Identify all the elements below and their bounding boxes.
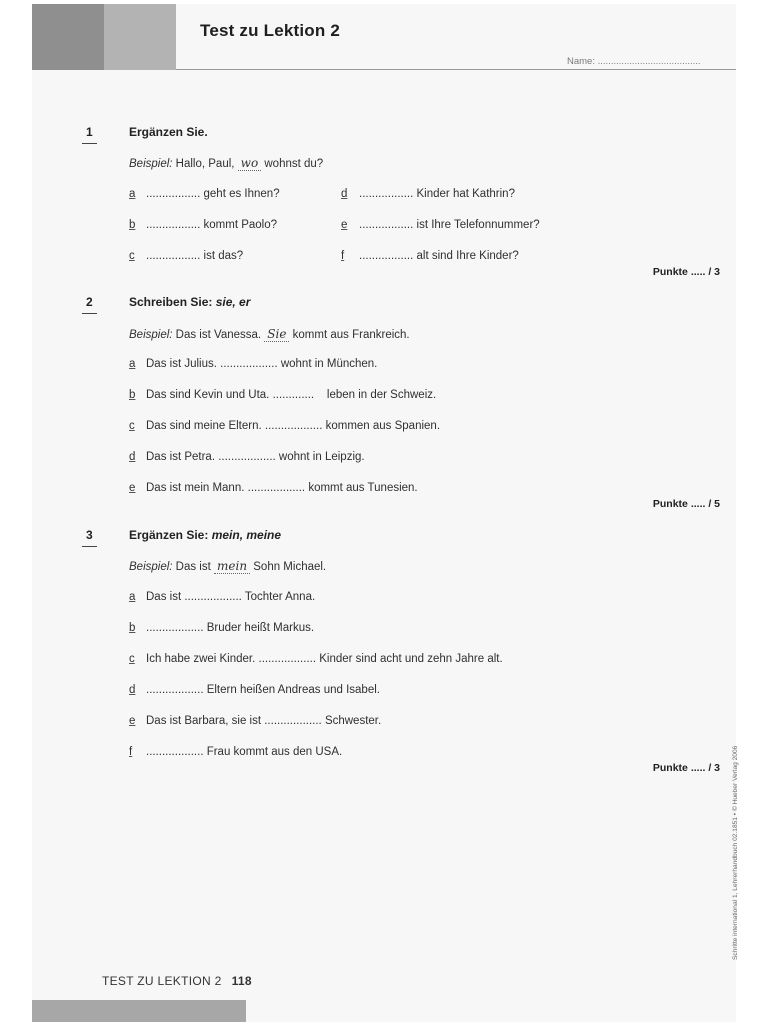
section-title: Ergänzen Sie. <box>129 125 208 139</box>
section-number: 1 <box>86 125 93 139</box>
item-letter: e <box>129 482 136 494</box>
example-text-after: wohnst du? <box>261 158 324 170</box>
item-letter: b <box>129 219 136 231</box>
item-text: Das ist Julius. .................. wohnt in München. <box>146 358 378 370</box>
item-text: .................. Eltern heißen Andreas und Isabel. <box>146 684 380 696</box>
item-letter: a <box>129 358 136 370</box>
item-letter: e <box>129 715 136 727</box>
item-letter: f <box>341 250 345 262</box>
section-title-text: Schreiben Sie: <box>129 295 216 309</box>
example-text-after: kommt aus Frankreich. <box>289 329 410 341</box>
item-letter: e <box>341 219 348 231</box>
item-letter: a <box>129 188 136 200</box>
page-title: Test zu Lektion 2 <box>200 21 341 40</box>
name-field-label: Name: ....................................... <box>567 56 701 67</box>
page-footer <box>102 974 252 988</box>
header-rule <box>176 69 736 70</box>
item-text: Das ist Petra. .................. wohnt in Leipzig. <box>146 451 365 463</box>
example-text-before: Das ist Vanessa. <box>172 329 265 341</box>
header-block-dark <box>32 4 104 70</box>
example-label: Beispiel: <box>129 158 173 170</box>
item-text: Das sind meine Eltern. .................. kommen aus Spanien. <box>146 420 441 432</box>
item-letter: d <box>129 451 136 463</box>
footer-bar <box>32 1000 246 1022</box>
footer-label: TEST ZU LEKTION 2 <box>102 974 222 988</box>
item-letter: c <box>129 250 135 262</box>
example-text-after: Sohn Michael. <box>250 561 327 573</box>
section-title <box>129 295 250 309</box>
section-number: 2 <box>86 295 93 309</box>
item-text: .................. Frau kommt aus den USA. <box>146 746 343 758</box>
section-title-italic: sie, er <box>215 295 251 309</box>
score-line: Punkte ..... / 3 <box>652 266 720 278</box>
example-line <box>129 156 323 170</box>
item-text: Das ist .................. Tochter Anna. <box>146 591 316 603</box>
example-label: Beispiel: <box>129 561 173 573</box>
example-answer: Sie <box>264 327 289 342</box>
header-block-light <box>104 4 176 70</box>
section-number: 3 <box>86 528 93 542</box>
example-line <box>129 559 326 573</box>
page-number: 118 <box>231 974 252 988</box>
score-line: Punkte ..... / 3 <box>652 762 720 774</box>
example-answer: mein <box>214 559 250 574</box>
example-text-before: Das ist <box>172 561 215 573</box>
item-text: Das sind Kevin und Uta. ............. leben in der Schweiz. <box>146 389 437 401</box>
item-letter: f <box>129 746 133 758</box>
item-letter: c <box>129 420 135 432</box>
item-letter: a <box>129 591 136 603</box>
item-text: .................. Bruder heißt Markus. <box>146 622 315 634</box>
item-letter: d <box>129 684 136 696</box>
item-letter: c <box>129 653 135 665</box>
item-text: ................. geht es Ihnen? <box>146 188 280 200</box>
item-text: Ich habe zwei Kinder. .................. Kinder sind acht und zehn Jahre alt. <box>146 653 503 665</box>
copyright-notice: Schritte international 1, Lehrerhandbuch 02.1851 • © Hueber Verlag 2006 <box>732 745 739 960</box>
item-letter: d <box>341 188 348 200</box>
example-label: Beispiel: <box>129 329 173 341</box>
section-title-italic: mein, meine <box>211 528 282 542</box>
section-title <box>129 528 281 542</box>
example-answer: wo <box>238 156 262 171</box>
item-text: Das ist Barbara, sie ist .................. Schwester. <box>146 715 382 727</box>
item-text: ................. Kinder hat Kathrin? <box>359 188 515 200</box>
example-text-before: Hallo, Paul, <box>172 158 238 170</box>
item-letter: b <box>129 622 136 634</box>
item-text: ................. alt sind Ihre Kinder? <box>359 250 519 262</box>
example-line <box>129 327 410 341</box>
item-text: Das ist mein Mann. .................. kommt aus Tunesien. <box>146 482 418 494</box>
item-text: ................. ist Ihre Telefonnummer? <box>359 219 540 231</box>
item-text: ................. ist das? <box>146 250 244 262</box>
item-text: ................. kommt Paolo? <box>146 219 278 231</box>
section-title-text: Ergänzen Sie: <box>129 528 212 542</box>
score-line: Punkte ..... / 5 <box>652 498 720 510</box>
item-letter: b <box>129 389 136 401</box>
